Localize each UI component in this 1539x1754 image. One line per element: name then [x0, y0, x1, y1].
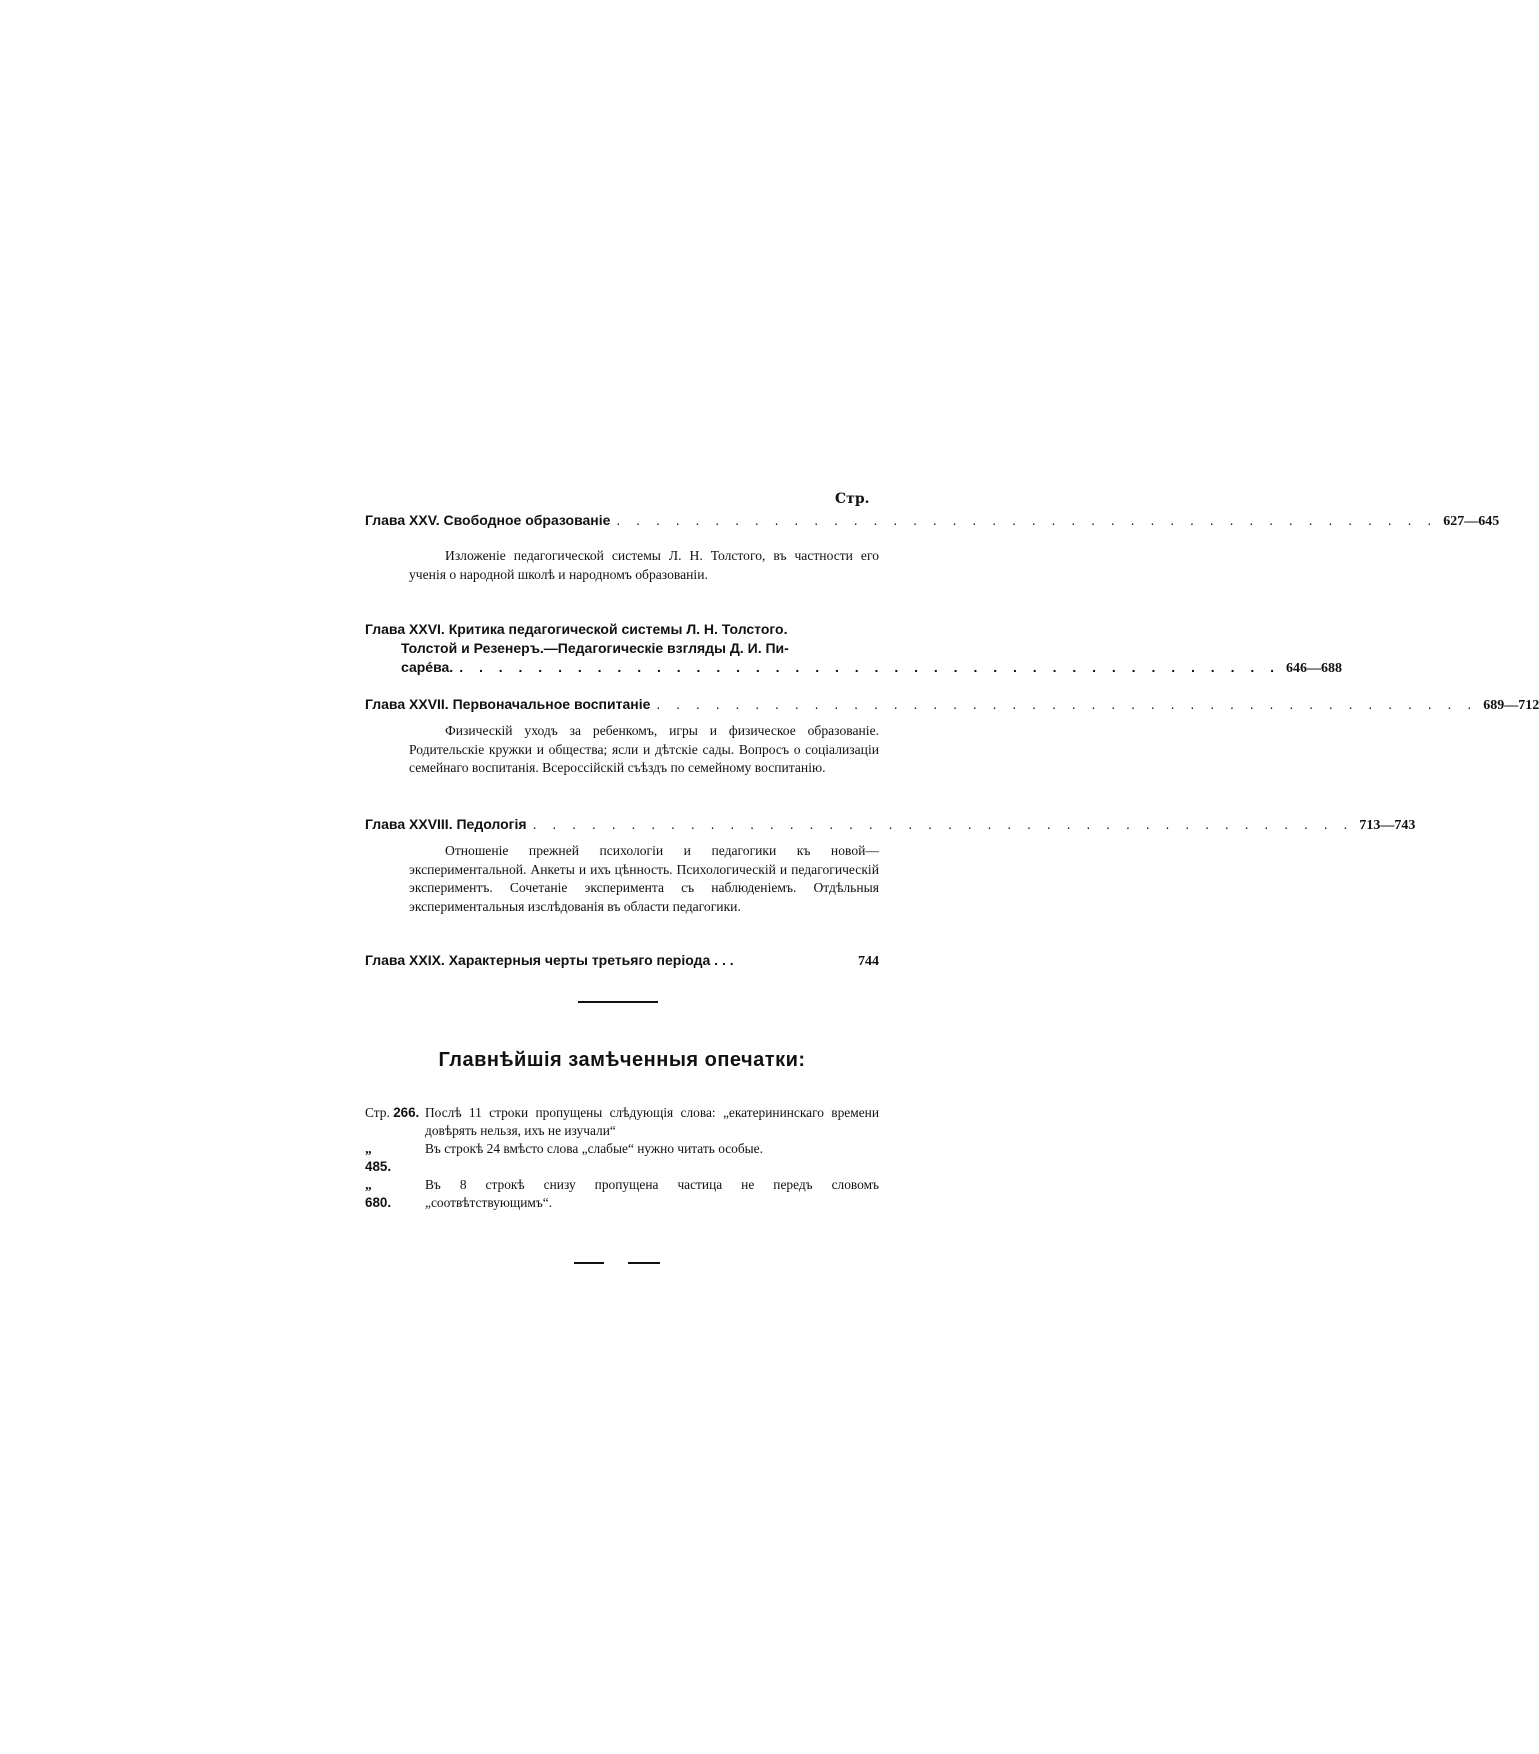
chapter-description: Изложеніе педагогической системы Л. Н. Толстого, въ частности его ученія о народной школѣ и народномъ образованіи. — [409, 548, 879, 582]
chapter-description: Физическій уходъ за ребенкомъ, игры и физическое образованіе. Родительскіе кружки и общества; ясли и дѣтскіе сады. Вопросъ о соціализаціи семейнаго воспитанія. Всероссійскій съѣздъ по семейному воспитанію. — [409, 723, 879, 775]
toc-entry-xxviii[interactable]: Глава XXVIII. Педологія . . . . . . . . . . . . . . . . . . . . . . . . . . . . . . . . . . . . . . . . . . 713—743 — [365, 816, 1416, 833]
errata-title: Главнѣйшія замѣченныя опечатки: — [438, 1049, 806, 1071]
chapter-title: Глава XXVI. Критика педагогической системы Л. Н. Толстого. — [365, 621, 788, 637]
errata-entry: „485. Въ строкѣ 24 вмѣсто слова „слабые“ нужно читать особые. — [365, 1141, 763, 1174]
page-column-header: Стр. — [835, 491, 870, 507]
section-divider — [578, 1001, 658, 1003]
chapter-pages: 627—645 — [1443, 514, 1500, 529]
chapter-pages: 713—743 — [1359, 818, 1416, 833]
errata-entry: „680. Въ 8 строкѣ снизу пропущена частица не передъ словомъ „соотвѣтствующимъ“. — [365, 1177, 879, 1210]
toc-entry-xxvi[interactable]: Глава XXVI. Критика педагогической системы Л. Н. Толстого. Толстой и Резенеръ.—Педагогическіе взгляды Д. И. Пи- сарéва. . . . . . . . . . . . . . . . . . . . . . . . . . . . . . . . . . . . . . . . . . . 646—688 — [365, 621, 1343, 676]
errata-entry: Стр. 266. Послѣ 11 строки пропущены слѣдующія слова: „екатерининскаго времени довѣрять нельзя, ихъ не изучали“ — [365, 1105, 879, 1138]
end-rule-right — [628, 1262, 660, 1264]
chapter-pages: 646—688 — [1286, 661, 1343, 676]
chapter-pages: 689—712 — [1483, 698, 1539, 713]
toc-entry-xxv[interactable]: Глава XXV. Свободное образованіе . . . . . . . . . . . . . . . . . . . . . . . . . . . . . . . . . . . . . . . . . . 627—645 — [365, 512, 1500, 529]
errata-list — [365, 1104, 879, 1212]
chapter-description: Отношеніе прежней психологіи и педагогики къ новой—экспериментальной. Анкеты и ихъ цѣнность. Психологическій и педагогическій экспериментъ. Сочетаніе эксперимента съ наблюденіемъ. Отдѣльныя экспериментальныя изслѣдованія въ области педагогики. — [409, 843, 879, 914]
chapter-title: Глава XXV. Свободное образованіе — [365, 512, 611, 528]
end-rule-left — [574, 1262, 604, 1264]
chapter-title-cont: сарéва. — [401, 659, 454, 675]
toc-entry-xxix[interactable] — [365, 951, 879, 971]
chapter-title: Глава XXVIII. Педологія — [365, 816, 527, 832]
chapter-title: Глава XXVII. Первоначальное воспитаніе — [365, 696, 651, 712]
chapter-pages: 744 — [858, 954, 879, 969]
chapter-title: Глава XXIX. Характерныя черты третьяго періода . . . — [365, 952, 734, 968]
toc-entry-xxvii[interactable]: Глава XXVII. Первоначальное воспитаніе . . . . . . . . . . . . . . . . . . . . . . . . . . . . . . . . . . . . . . . . . . 689—712 — [365, 696, 1539, 713]
chapter-title-cont: Толстой и Резенеръ.—Педагогическіе взгляды Д. И. Пи- — [401, 640, 789, 656]
